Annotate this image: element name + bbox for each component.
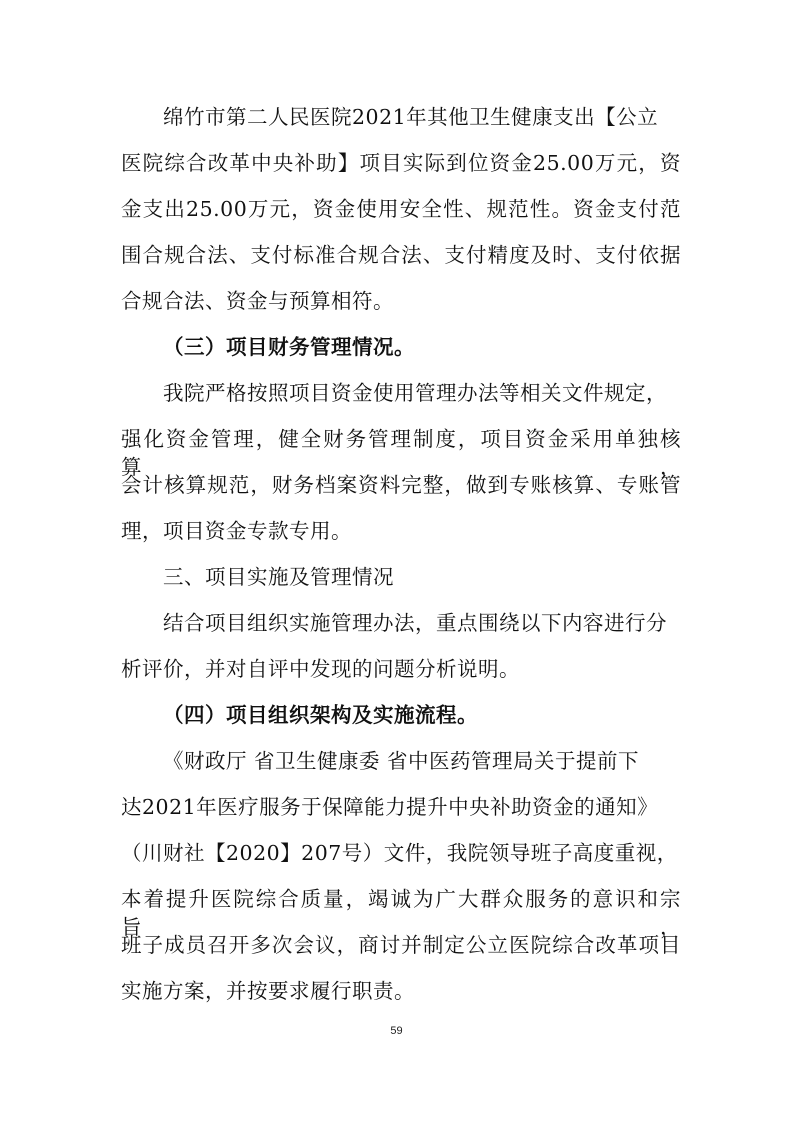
body-text-line: 《财政厅 省卫生健康委 省中医药管理局关于提前下	[163, 749, 640, 773]
body-text-line: 实施方案，并按要求履行职责。	[121, 979, 415, 1003]
body-text-line: 理，项目资金专款专用。	[121, 519, 352, 543]
body-text-line: 合规合法、资金与预算相符。	[121, 289, 394, 313]
body-text-line: 强化资金管理，健全财务管理制度，项目资金采用单独核算，	[121, 427, 681, 479]
page-number: 59	[390, 1025, 403, 1037]
section-heading: （三）项目财务管理情况。	[163, 335, 415, 359]
body-text-line: （川财社【2020】207号）文件，我院领导班子高度重视，	[121, 841, 678, 865]
body-text-line: 本着提升医院综合质量，竭诚为广大群众服务的意识和宗旨，	[121, 887, 681, 939]
body-text-line: 绵竹市第二人民医院2021年其他卫生健康支出【公立	[163, 105, 659, 129]
body-text-line: 围合规合法、支付标准合规合法、支付精度及时、支付依据	[121, 243, 681, 267]
section-heading: 三、项目实施及管理情况	[163, 565, 394, 589]
body-text-line: 我院严格按照项目资金使用管理办法等相关文件规定，	[163, 381, 667, 405]
body-text-line: 金支出25.00万元，资金使用安全性、规范性。资金支付范	[121, 197, 681, 221]
body-text-line: 会计核算规范，财务档案资料完整，做到专账核算、专账管	[121, 473, 681, 497]
body-text-line: 达2021年医疗服务于保障能力提升中央补助资金的通知》	[121, 795, 659, 819]
body-text-line: 结合项目组织实施管理办法，重点围绕以下内容进行分	[163, 611, 667, 635]
body-text-line: 医院综合改革中央补助】项目实际到位资金25.00万元，资	[121, 151, 681, 175]
section-heading: （四）项目组织架构及实施流程。	[163, 703, 478, 727]
body-text-line: 析评价，并对自评中发现的问题分析说明。	[121, 657, 520, 681]
body-text-line: 班子成员召开多次会议，商讨并制定公立医院综合改革项目	[121, 933, 681, 957]
